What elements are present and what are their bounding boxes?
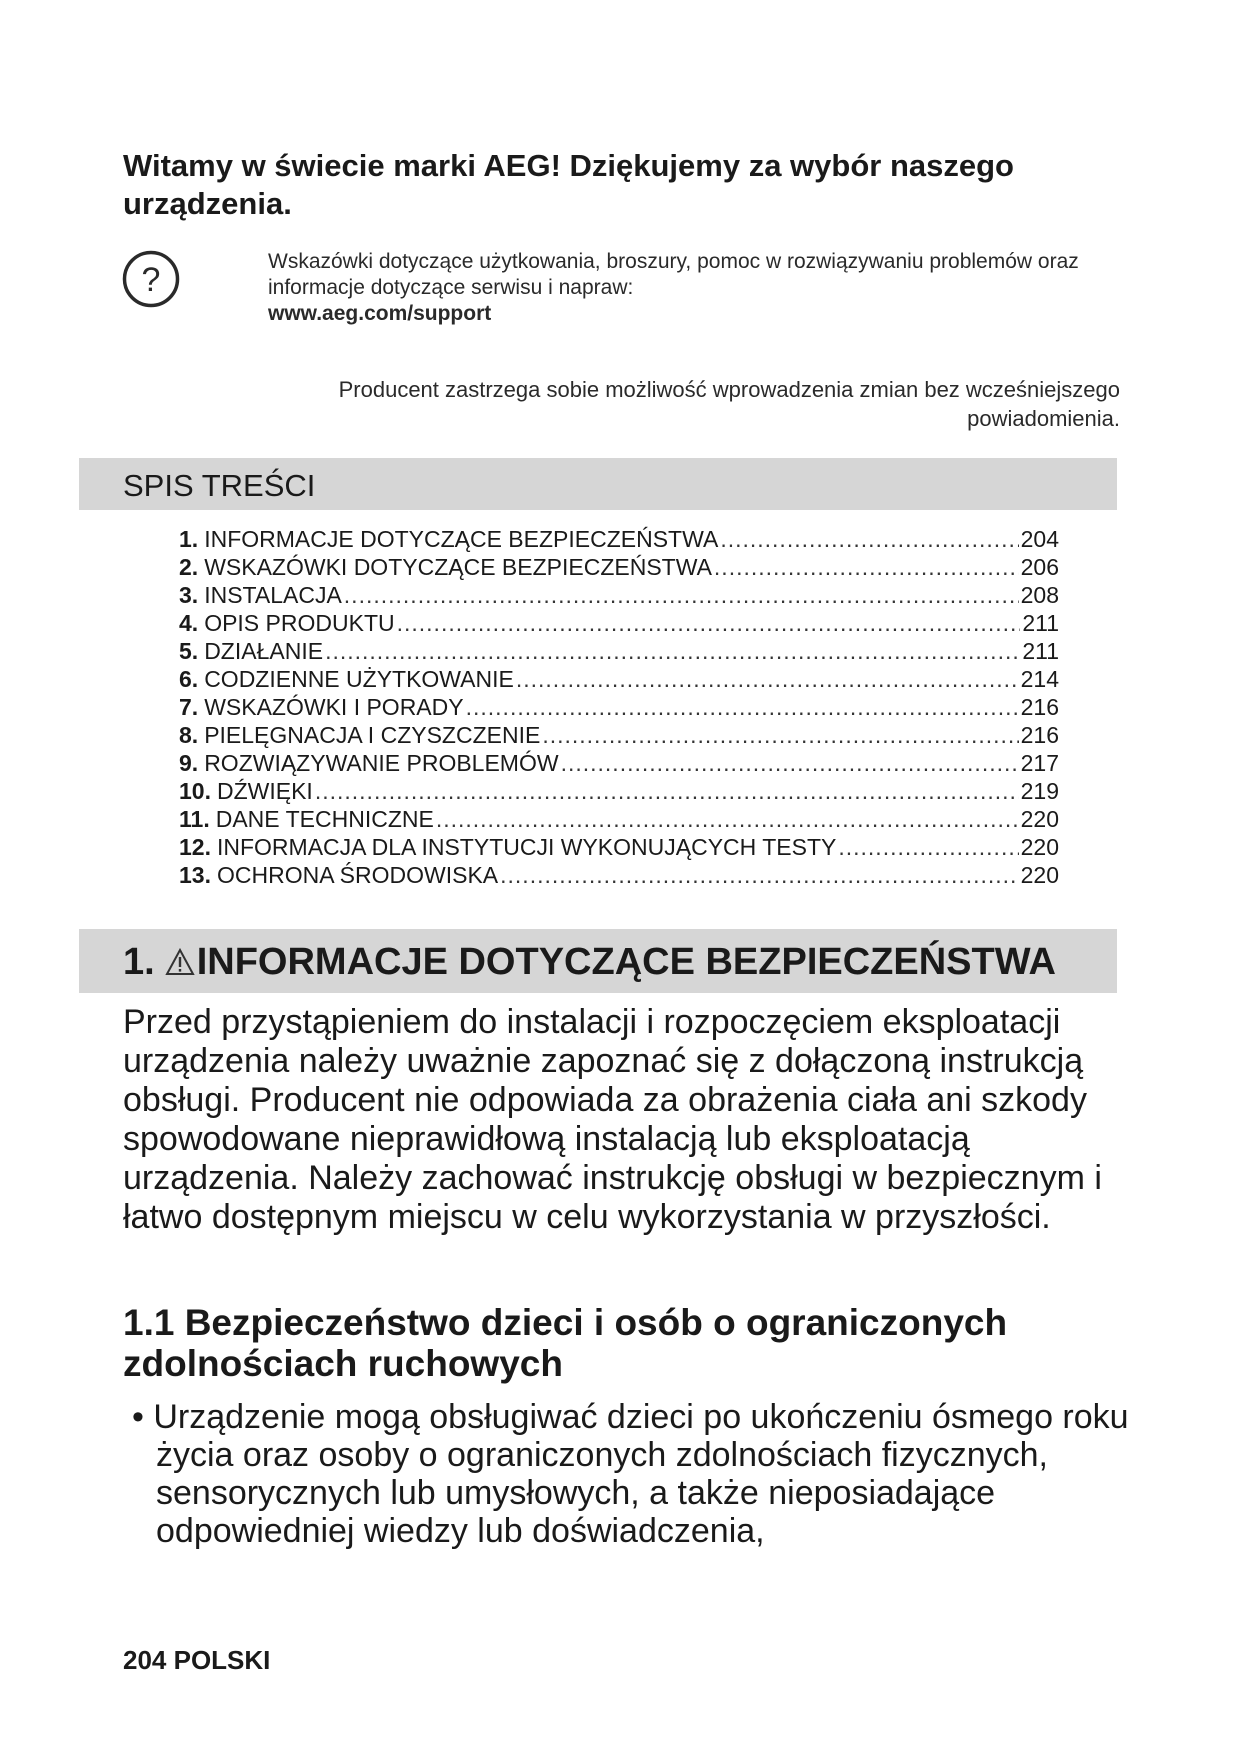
table-of-contents <box>179 525 1059 889</box>
toc-item-label: PIELĘGNACJA I CZYSZCZENIE <box>204 722 541 748</box>
toc-item[interactable] <box>179 861 1059 889</box>
toc-item[interactable] <box>179 749 1059 777</box>
toc-title: SPIS TREŚCI <box>123 468 316 503</box>
toc-item-leader <box>500 861 1018 889</box>
toc-item-page: 217 <box>1020 750 1059 776</box>
toc-item[interactable] <box>179 581 1059 609</box>
toc-item-label: DZIAŁANIE <box>204 638 324 664</box>
toc-item-label: OCHRONA ŚRODOWISKA <box>216 862 499 888</box>
toc-item-label: WSKAZÓWKI DOTYCZĄCE BEZPIECZEŃSTWA <box>204 554 712 580</box>
toc-item-label: INFORMACJA DLA INSTYTUCJI WYKONUJĄCYCH TESTY <box>216 834 837 860</box>
disclaimer-text: Producent zastrzega sobie możliwość wprowadzenia zmian bez wcześniejszego powiadomienia. <box>338 377 1120 431</box>
toc-item-leader <box>838 833 1018 861</box>
toc-item-number: 4. <box>179 610 199 636</box>
toc-item-number: 10. <box>179 778 211 804</box>
toc-item-leader <box>714 553 1019 581</box>
toc-item-label: DŹWIĘKI <box>216 778 313 804</box>
toc-item-page: 220 <box>1020 862 1059 888</box>
toc-item[interactable] <box>179 637 1059 665</box>
toc-item-leader <box>542 721 1018 749</box>
support-info <box>268 249 1128 327</box>
toc-item-number: 11. <box>179 806 210 832</box>
toc-item-page: 204 <box>1020 526 1059 552</box>
toc-item[interactable] <box>179 721 1059 749</box>
toc-item-leader <box>516 665 1019 693</box>
toc-item-number: 13. <box>179 862 211 888</box>
toc-item-page: 208 <box>1020 582 1059 608</box>
toc-item-number: 9. <box>179 750 199 776</box>
toc-item-leader <box>561 749 1019 777</box>
section-number: 1. <box>123 941 155 983</box>
toc-item-number: 5. <box>179 638 199 664</box>
toc-item[interactable] <box>179 609 1059 637</box>
toc-item-page: 216 <box>1020 722 1059 748</box>
welcome-heading: Witamy w świecie marki AEG! Dziękujemy za wybór naszego urządzenia. <box>123 148 1014 221</box>
toc-item[interactable] <box>179 665 1059 693</box>
bullet-item: • Urządzenie mogą obsługiwać dzieci po ukończeniu ósmego roku życia oraz osoby o ograniczonych zdolnościach fizycznych, sensorycznych lub umysłowych, a także nieposiadające odpowiedniej wiedzy lub doświadczenia, <box>132 1398 1129 1550</box>
toc-item-number: 2. <box>179 554 199 580</box>
toc-item-label: CODZIENNE UŻYTKOWANIE <box>204 666 514 692</box>
toc-item-leader <box>720 525 1018 553</box>
section-title <box>123 939 1056 985</box>
toc-item-leader <box>436 805 1019 833</box>
warning-triangle-icon <box>165 948 195 976</box>
toc-item-page: 216 <box>1020 694 1059 720</box>
toc-item-page: 220 <box>1020 834 1059 860</box>
toc-item-page: 214 <box>1020 666 1059 692</box>
toc-item-number: 6. <box>179 666 199 692</box>
toc-item-number: 1. <box>179 526 199 552</box>
subsection-heading: 1.1 Bezpieczeństwo dzieci i osób o ograniczonych zdolnościach ruchowych <box>123 1302 1008 1384</box>
toc-item-page: 211 <box>1022 610 1059 636</box>
toc-item-leader <box>397 609 1021 637</box>
toc-item-leader <box>466 693 1019 721</box>
toc-item-label: OPIS PRODUKTU <box>204 610 395 636</box>
toc-item-label: WSKAZÓWKI I PORADY <box>204 694 464 720</box>
toc-item-page: 206 <box>1020 554 1059 580</box>
toc-item[interactable] <box>179 553 1059 581</box>
toc-item[interactable] <box>179 805 1059 833</box>
support-link[interactable]: www.aeg.com/support <box>268 302 492 325</box>
svg-text:?: ? <box>141 261 161 299</box>
toc-item-page: 219 <box>1020 778 1059 804</box>
toc-item-leader <box>315 777 1019 805</box>
toc-item-number: 8. <box>179 722 199 748</box>
question-circle-icon <box>121 249 181 309</box>
toc-item[interactable] <box>179 833 1059 861</box>
toc-item-number: 7. <box>179 694 199 720</box>
toc-item-page: 211 <box>1022 638 1059 664</box>
toc-item-leader <box>344 581 1019 609</box>
toc-item-number: 12. <box>179 834 211 860</box>
toc-item-label: ROZWIĄZYWANIE PROBLEMÓW <box>204 750 559 776</box>
toc-item-label: INSTALACJA <box>204 582 342 608</box>
toc-item-leader <box>325 637 1020 665</box>
page-footer: 204 POLSKI <box>123 1645 271 1675</box>
section-title-text: INFORMACJE DOTYCZĄCE BEZPIECZEŃSTWA <box>196 941 1056 983</box>
toc-item[interactable] <box>179 525 1059 553</box>
toc-item[interactable] <box>179 777 1059 805</box>
toc-item-page: 220 <box>1020 806 1059 832</box>
toc-item-label: INFORMACJE DOTYCZĄCE BEZPIECZEŃSTWA <box>204 526 719 552</box>
toc-item[interactable] <box>179 693 1059 721</box>
intro-paragraph: Przed przystąpieniem do instalacji i rozpoczęciem eksploatacji urządzenia należy uważnie zapoznać się z dołączoną instrukcją obsługi. Producent nie odpowiada za obrażenia ciała ani szkody spowodowane nieprawidłową instalacją lub eksploatacją urządzenia. Należy zachować instrukcję obsługi w bezpiecznym i łatwo dostępnym miejscu w celu wykorzystania w przyszłości. <box>123 1003 1102 1236</box>
toc-item-label: DANE TECHNICZNE <box>215 806 434 832</box>
toc-item-number: 3. <box>179 582 199 608</box>
support-text: Wskazówki dotyczące użytkowania, broszury, pomoc w rozwiązywaniu problemów oraz informacje dotyczące serwisu i napraw: <box>268 250 1079 299</box>
